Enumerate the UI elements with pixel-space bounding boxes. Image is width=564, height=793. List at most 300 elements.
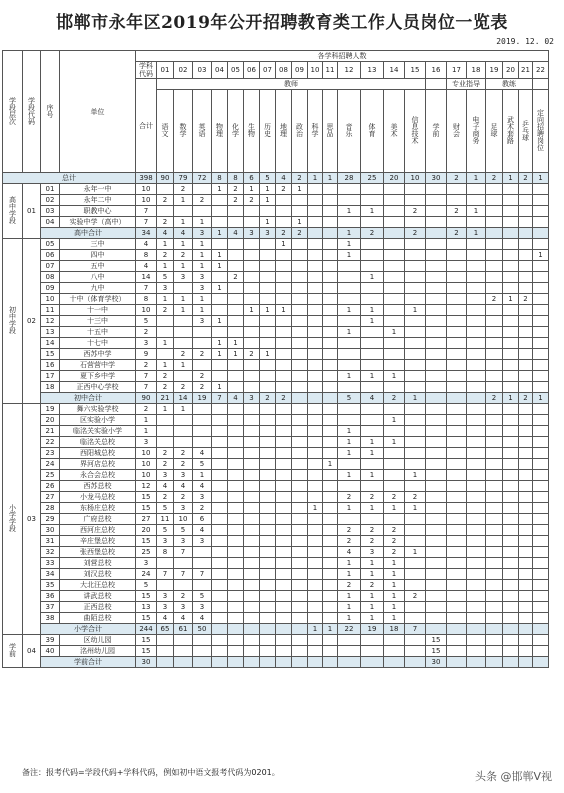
value-cell — [426, 371, 447, 382]
value-cell — [426, 327, 447, 338]
value-cell — [447, 338, 467, 349]
value-cell: 1 — [361, 591, 384, 602]
value-cell — [533, 635, 549, 646]
value-cell: 1 — [384, 580, 405, 591]
value-cell — [338, 272, 361, 283]
value-cell: 30 — [136, 657, 157, 668]
value-cell — [244, 206, 260, 217]
subject-name-cell: 体育 — [361, 90, 384, 173]
value-cell: 2 — [384, 536, 405, 547]
value-cell — [228, 382, 244, 393]
value-cell — [426, 239, 447, 250]
value-cell: 4 — [136, 261, 157, 272]
value-cell — [212, 206, 228, 217]
value-cell — [533, 613, 549, 624]
value-cell — [486, 602, 503, 613]
unit-cell: 十三中 — [60, 316, 136, 327]
value-cell — [533, 404, 549, 415]
seq-cell: 31 — [41, 536, 60, 547]
value-cell — [447, 415, 467, 426]
value-cell: 1 — [228, 338, 244, 349]
value-cell — [503, 250, 519, 261]
value-cell — [426, 360, 447, 371]
value-cell: 72 — [193, 173, 212, 184]
value-cell — [292, 635, 308, 646]
value-cell: 1 — [405, 547, 426, 558]
value-cell — [212, 657, 228, 668]
value-cell — [212, 470, 228, 481]
value-cell — [338, 646, 361, 657]
value-cell: 4 — [276, 173, 292, 184]
value-cell — [212, 437, 228, 448]
value-cell — [467, 580, 486, 591]
value-cell — [276, 503, 292, 514]
value-cell — [323, 536, 338, 547]
value-cell — [323, 558, 338, 569]
value-cell — [486, 217, 503, 228]
value-cell — [447, 635, 467, 646]
value-cell — [276, 613, 292, 624]
value-cell — [174, 415, 193, 426]
value-cell: 5 — [157, 272, 174, 283]
value-cell — [308, 217, 323, 228]
value-cell — [308, 239, 323, 250]
value-cell — [426, 316, 447, 327]
subject-code-cell: 22 — [533, 62, 549, 79]
unit-cell: 大北汪总校 — [60, 580, 136, 591]
value-cell: 3 — [193, 272, 212, 283]
value-cell — [338, 459, 361, 470]
value-cell — [447, 602, 467, 613]
seq-cell: 37 — [41, 602, 60, 613]
subject-code-cell: 07 — [260, 62, 276, 79]
subject-name-cell: 信息技术 — [405, 90, 426, 173]
value-cell — [519, 503, 533, 514]
value-cell — [276, 547, 292, 558]
table-row — [3, 569, 549, 580]
table-row — [3, 195, 549, 206]
value-cell — [260, 470, 276, 481]
value-cell — [405, 657, 426, 668]
header-seq: 序号 — [41, 51, 60, 173]
level-cell: 高中学段 — [3, 184, 23, 239]
value-cell — [519, 261, 533, 272]
value-cell — [426, 294, 447, 305]
value-cell — [447, 426, 467, 437]
seq-cell: 38 — [41, 613, 60, 624]
table-row — [3, 591, 549, 602]
value-cell — [276, 426, 292, 437]
value-cell — [244, 316, 260, 327]
value-cell: 1 — [338, 250, 361, 261]
value-cell — [467, 624, 486, 635]
value-cell — [323, 360, 338, 371]
value-cell — [292, 206, 308, 217]
value-cell — [486, 536, 503, 547]
value-cell — [405, 415, 426, 426]
value-cell — [244, 437, 260, 448]
value-cell — [486, 448, 503, 459]
value-cell: 1 — [174, 261, 193, 272]
value-cell: 2 — [486, 393, 503, 404]
unit-cell: 广府总校 — [60, 514, 136, 525]
value-cell — [338, 316, 361, 327]
value-cell — [503, 338, 519, 349]
value-cell — [174, 437, 193, 448]
value-cell — [292, 437, 308, 448]
seq-cell: 12 — [41, 316, 60, 327]
value-cell: 1 — [212, 228, 228, 239]
value-cell — [486, 228, 503, 239]
value-cell — [384, 481, 405, 492]
value-cell — [308, 602, 323, 613]
value-cell — [447, 448, 467, 459]
value-cell — [292, 470, 308, 481]
header-cat-preschool — [426, 79, 447, 90]
value-cell — [519, 470, 533, 481]
value-cell — [426, 624, 447, 635]
value-cell — [467, 547, 486, 558]
subject-code-cell: 01 — [157, 62, 174, 79]
subject-name-cell: 乒乓球 — [519, 90, 533, 173]
value-cell — [503, 217, 519, 228]
value-cell — [323, 492, 338, 503]
value-cell — [323, 371, 338, 382]
value-cell: 7 — [212, 393, 228, 404]
seq-cell: 04 — [41, 217, 60, 228]
value-cell — [276, 536, 292, 547]
value-cell — [276, 327, 292, 338]
seq-cell: 19 — [41, 404, 60, 415]
unit-cell: 舞六实验学校 — [60, 404, 136, 415]
subtotal-label: 初中合计 — [41, 393, 136, 404]
value-cell — [405, 294, 426, 305]
value-cell: 1 — [212, 382, 228, 393]
value-cell — [292, 613, 308, 624]
value-cell — [308, 327, 323, 338]
value-cell — [260, 338, 276, 349]
subject-name-cell: 数学 — [174, 90, 193, 173]
value-cell: 1 — [174, 305, 193, 316]
value-cell — [228, 217, 244, 228]
value-cell — [323, 184, 338, 195]
value-cell — [447, 525, 467, 536]
value-cell: 2 — [447, 173, 467, 184]
value-cell — [244, 415, 260, 426]
value-cell — [503, 316, 519, 327]
value-cell: 2 — [338, 492, 361, 503]
value-cell: 1 — [193, 305, 212, 316]
value-cell — [308, 250, 323, 261]
value-cell: 2 — [157, 217, 174, 228]
value-cell — [447, 503, 467, 514]
value-cell — [174, 580, 193, 591]
seq-cell: 02 — [41, 195, 60, 206]
value-cell — [212, 371, 228, 382]
value-cell — [486, 338, 503, 349]
value-cell — [174, 646, 193, 657]
value-cell — [467, 536, 486, 547]
subject-code-cell: 12 — [338, 62, 361, 79]
value-cell — [405, 371, 426, 382]
value-cell — [308, 514, 323, 525]
value-cell: 3 — [244, 393, 260, 404]
value-cell: 30 — [426, 173, 447, 184]
value-cell — [193, 657, 212, 668]
value-cell — [426, 195, 447, 206]
value-cell — [323, 503, 338, 514]
value-cell: 3 — [174, 536, 193, 547]
value-cell: 4 — [157, 613, 174, 624]
value-cell — [193, 580, 212, 591]
value-cell — [228, 371, 244, 382]
value-cell — [467, 404, 486, 415]
value-cell — [338, 195, 361, 206]
value-cell — [447, 239, 467, 250]
value-cell — [447, 327, 467, 338]
unit-cell: 五中 — [60, 261, 136, 272]
value-cell — [292, 503, 308, 514]
value-cell: 2 — [228, 195, 244, 206]
value-cell — [503, 382, 519, 393]
value-cell — [467, 261, 486, 272]
value-cell: 1 — [384, 503, 405, 514]
header-level-code: 学段代码 — [23, 51, 41, 173]
table-row — [3, 646, 549, 657]
value-cell: 5 — [338, 393, 361, 404]
table-row — [3, 426, 549, 437]
level-code-cell: 01 — [23, 184, 41, 239]
value-cell: 3 — [136, 437, 157, 448]
value-cell — [503, 646, 519, 657]
seq-cell: 20 — [41, 415, 60, 426]
value-cell — [308, 426, 323, 437]
value-cell — [486, 635, 503, 646]
subject-name-cell: 物理 — [212, 90, 228, 173]
value-cell — [467, 305, 486, 316]
value-cell — [212, 217, 228, 228]
value-cell — [308, 580, 323, 591]
value-cell — [519, 514, 533, 525]
value-cell — [426, 228, 447, 239]
value-cell — [405, 569, 426, 580]
unit-cell: 永年一中 — [60, 184, 136, 195]
value-cell — [193, 558, 212, 569]
value-cell — [503, 547, 519, 558]
value-cell — [338, 404, 361, 415]
value-cell: 1 — [174, 404, 193, 415]
value-cell — [426, 283, 447, 294]
value-cell — [244, 371, 260, 382]
value-cell: 30 — [426, 657, 447, 668]
value-cell — [292, 316, 308, 327]
grand-total-label: 总计 — [3, 173, 136, 184]
value-cell — [244, 591, 260, 602]
value-cell — [212, 558, 228, 569]
value-cell — [260, 580, 276, 591]
value-cell — [405, 272, 426, 283]
value-cell — [519, 360, 533, 371]
value-cell — [174, 327, 193, 338]
value-cell — [519, 272, 533, 283]
value-cell — [467, 470, 486, 481]
value-cell: 1 — [338, 327, 361, 338]
table-row — [3, 492, 549, 503]
value-cell — [467, 338, 486, 349]
value-cell — [519, 349, 533, 360]
value-cell — [426, 338, 447, 349]
value-cell — [467, 591, 486, 602]
value-cell — [426, 382, 447, 393]
value-cell — [323, 404, 338, 415]
level-cell: 学前 — [3, 635, 23, 668]
value-cell: 2 — [193, 371, 212, 382]
value-cell — [292, 272, 308, 283]
value-cell: 1 — [338, 613, 361, 624]
value-cell — [384, 272, 405, 283]
table-row — [3, 514, 549, 525]
value-cell — [384, 294, 405, 305]
value-cell — [486, 613, 503, 624]
value-cell — [292, 349, 308, 360]
value-cell — [405, 360, 426, 371]
value-cell: 7 — [174, 547, 193, 558]
value-cell — [308, 294, 323, 305]
value-cell: 1 — [361, 272, 384, 283]
value-cell: 1 — [157, 338, 174, 349]
value-cell — [292, 415, 308, 426]
value-cell — [193, 206, 212, 217]
value-cell: 10 — [136, 195, 157, 206]
value-cell — [447, 272, 467, 283]
value-cell: 3 — [193, 228, 212, 239]
value-cell: 2 — [384, 393, 405, 404]
value-cell: 1 — [361, 371, 384, 382]
value-cell — [447, 591, 467, 602]
value-cell: 1 — [212, 283, 228, 294]
value-cell: 1 — [276, 239, 292, 250]
value-cell — [361, 327, 384, 338]
value-cell: 2 — [157, 459, 174, 470]
value-cell — [323, 250, 338, 261]
value-cell — [276, 602, 292, 613]
value-cell — [426, 206, 447, 217]
table-row — [3, 613, 549, 624]
subject-code-cell: 04 — [212, 62, 228, 79]
unit-cell: 正西中心学校 — [60, 382, 136, 393]
value-cell — [276, 261, 292, 272]
value-cell — [486, 283, 503, 294]
subject-name-cell: 语文 — [157, 90, 174, 173]
value-cell — [405, 184, 426, 195]
value-cell — [519, 569, 533, 580]
table-row — [3, 547, 549, 558]
value-cell — [292, 283, 308, 294]
value-cell — [361, 635, 384, 646]
value-cell — [308, 404, 323, 415]
value-cell — [503, 536, 519, 547]
value-cell — [503, 272, 519, 283]
value-cell — [338, 338, 361, 349]
value-cell — [323, 316, 338, 327]
value-cell — [384, 657, 405, 668]
value-cell: 2 — [338, 580, 361, 591]
value-cell — [308, 382, 323, 393]
value-cell: 2 — [276, 228, 292, 239]
unit-cell: 界河店总校 — [60, 459, 136, 470]
value-cell — [426, 514, 447, 525]
grand-total-row — [3, 173, 549, 184]
value-cell: 6 — [193, 514, 212, 525]
value-cell — [533, 283, 549, 294]
value-cell — [212, 613, 228, 624]
value-cell — [174, 206, 193, 217]
value-cell: 3 — [157, 536, 174, 547]
value-cell: 7 — [136, 206, 157, 217]
value-cell — [212, 591, 228, 602]
value-cell — [338, 283, 361, 294]
value-cell — [174, 635, 193, 646]
value-cell — [533, 580, 549, 591]
value-cell — [426, 536, 447, 547]
unit-cell: 四中 — [60, 250, 136, 261]
subject-code-cell: 21 — [519, 62, 533, 79]
value-cell — [244, 360, 260, 371]
value-cell — [157, 349, 174, 360]
value-cell: 1 — [308, 624, 323, 635]
value-cell: 4 — [361, 393, 384, 404]
value-cell — [308, 349, 323, 360]
value-cell — [519, 624, 533, 635]
value-cell — [426, 437, 447, 448]
value-cell: 2 — [228, 272, 244, 283]
value-cell: 7 — [136, 382, 157, 393]
value-cell — [228, 646, 244, 657]
value-cell — [447, 316, 467, 327]
value-cell: 7 — [136, 371, 157, 382]
value-cell — [323, 393, 338, 404]
value-cell — [486, 547, 503, 558]
value-cell — [533, 492, 549, 503]
value-cell: 65 — [157, 624, 174, 635]
value-cell — [292, 448, 308, 459]
value-cell: 7 — [405, 624, 426, 635]
value-cell — [228, 624, 244, 635]
value-cell: 3 — [174, 602, 193, 613]
value-cell — [503, 459, 519, 470]
value-cell — [486, 305, 503, 316]
value-cell — [212, 525, 228, 536]
value-cell: 2 — [157, 250, 174, 261]
value-cell — [503, 558, 519, 569]
value-cell — [260, 503, 276, 514]
value-cell — [533, 536, 549, 547]
value-cell — [308, 525, 323, 536]
value-cell — [467, 448, 486, 459]
value-cell: 1 — [338, 305, 361, 316]
value-cell — [228, 602, 244, 613]
value-cell — [292, 305, 308, 316]
value-cell — [467, 657, 486, 668]
value-cell: 1 — [260, 349, 276, 360]
value-cell — [260, 624, 276, 635]
table-row — [3, 459, 549, 470]
value-cell — [308, 657, 323, 668]
subject-code-cell: 19 — [486, 62, 503, 79]
value-cell — [228, 404, 244, 415]
value-cell — [533, 239, 549, 250]
value-cell — [426, 272, 447, 283]
